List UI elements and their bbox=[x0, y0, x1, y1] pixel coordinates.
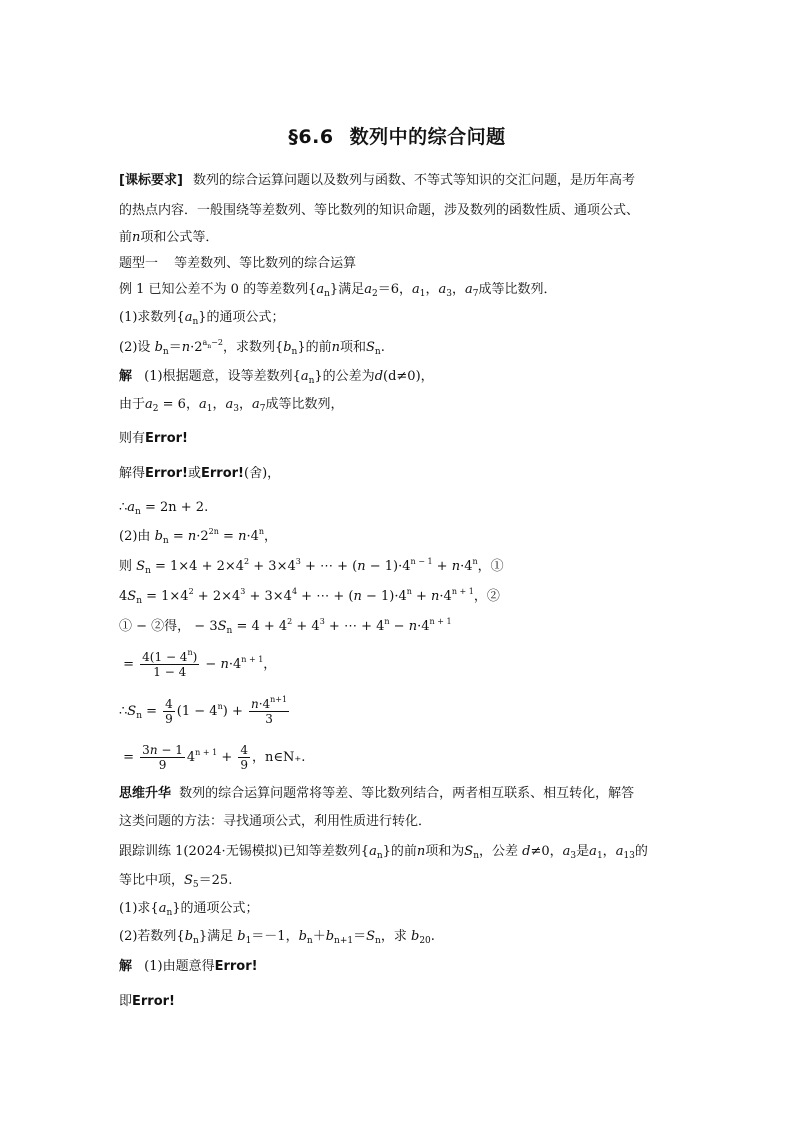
example-question-2: (2)设 $b_n=n\cdot 2^{a_n-2}$，求数列$\{b_n\}$的前n项和$S_n$. bbox=[119, 338, 385, 357]
training-solution-2: 即Error! bbox=[119, 994, 175, 1009]
training-line-1: 跟踪训练 1(2024·无锡模拟)已知等差数列$\{a_n\}$的前n项和为$S_n$，公差 d≠0，$a_3$是$a_1$，$a_{13}$的 bbox=[119, 844, 648, 861]
intro-line-2: 的热点内容．一般围绕等差数列、等比数列的知识命题，涉及数列的函数性质、通项公式、 bbox=[119, 203, 640, 218]
solution-line-3: 则有Error! bbox=[119, 431, 188, 446]
reflection-line-2: 这类问题的方法：寻找通项公式，利用性质进行转化． bbox=[119, 814, 432, 829]
training-question-2: (2)若数列$\{b_n\}$满足 $b_1=-1$，$b_n+b_{n+1}=S_n$，求 $b_{20}$. bbox=[119, 929, 435, 946]
example-statement: 例 1 已知公差不为 0 的等差数列$\{a_n\}$满足$a_2=6$，$a_1$，$a_3$，$a_7$成等比数列． bbox=[119, 282, 557, 299]
training-solution-1: 解 (1)由题意得Error! bbox=[119, 959, 258, 974]
solution-line-8: $4S_n = 1\times 4^2 + 2\times 4^3 + 3\times 4^4$ + ⋯ + $(n - 1)\cdot 4^n + n\cdot 4^{n + 1}$，② bbox=[119, 587, 500, 606]
solution-line-11: $\therefore S_n$ = $\frac{4}{9}$ $(1 - 4^n)$ + $\frac{n\cdot 4^{n+1}}{3}$ bbox=[119, 695, 288, 726]
intro-tag: [课标要求] bbox=[119, 173, 183, 188]
solution-line-5: $\therefore a_n = 2n + 2$. bbox=[119, 500, 209, 517]
solution-line-9: ① − ②得， − $3S_n = 4 + 4^2 + 4^3$ + ⋯ + $4^n - n\cdot 4^{n + 1}$ bbox=[119, 617, 452, 636]
section-name: 数列中的综合问题 bbox=[349, 126, 506, 148]
example-question-1: (1)求数列$\{a_n\}$的通项公式； bbox=[119, 310, 285, 327]
section-number: §6.6 bbox=[288, 126, 334, 148]
intro-line-3: 前n项和公式等． bbox=[119, 230, 219, 245]
page-title bbox=[0, 122, 794, 149]
reflection-label: 思维升华 bbox=[119, 786, 172, 801]
solution-line-1: 解 (1)根据题意，设等差数列$\{a_n\}$的公差为d(d≠0)， bbox=[119, 369, 434, 386]
solution-line-4: 解得Error!或Error!(舍)， bbox=[119, 466, 281, 481]
solution-line-6: (2)由 $b_n = n\cdot 2^{2n} = n\cdot 4^n$， bbox=[119, 527, 278, 546]
type-heading: 题型一 等差数列、等比数列的综合运算 bbox=[119, 256, 357, 271]
solution-line-7: 则 $S_n = 1\times 4 + 2\times 4^2 + 3\times 4^3$ + ⋯ + $(n - 1)\cdot 4^{n - 1} + n\cdot 4^n$，① bbox=[119, 557, 504, 576]
reflection-line-1: 思维升华 数列的综合运算问题常将等差、等比数列结合，两者相互联系、相互转化，解答 bbox=[119, 786, 635, 801]
training-question-1: (1)求$\{a_n\}$的通项公式； bbox=[119, 901, 259, 918]
solution-line-2: 由于$a_2 = 6$，$a_1$，$a_3$，$a_7$成等比数列， bbox=[119, 397, 344, 414]
intro-line-1: [课标要求] 数列的综合运算问题以及数列与函数、不等式等知识的交汇问题，是历年高考 bbox=[119, 173, 636, 188]
solution-line-12: = $\frac{3n - 1}{9}$ $4^{n + 1}$ + $\frac{4}{9}$ ，n∈N₊. bbox=[119, 743, 306, 772]
training-line-2: 等比中项，$S_5=25$. bbox=[119, 873, 233, 890]
solution-line-10: = $\frac{4(1 - 4^n)}{1 - 4}$ − $n\cdot 4^{n + 1}$， bbox=[119, 648, 277, 679]
